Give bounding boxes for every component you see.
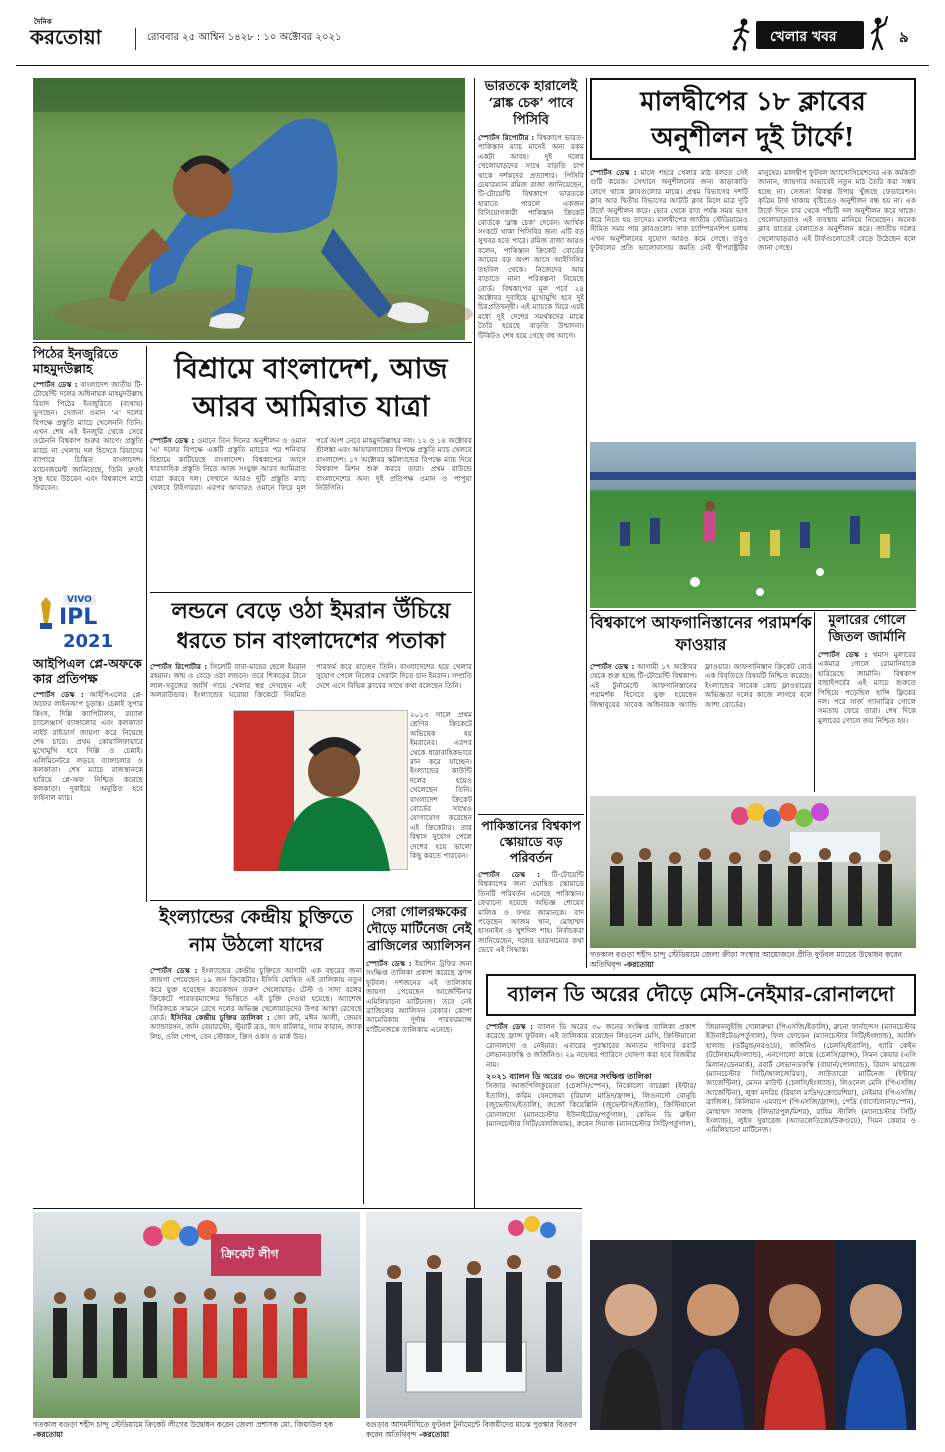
maldives-training-photo xyxy=(590,442,916,608)
germany-headline: মুলারের গোলে জিতল জার্মানি xyxy=(828,613,906,645)
ballon-list: সিজার আজপিলিকুয়েতা (চেলসি/স্পেন), নিকোলো বারেল্লা (ইন্টার/ইতালি), করিম বেনজেমা (রিয়াল মাদ্রিদ/ফ্রান্স), লিওনার্দো বোনুচি (জুভেন্টাস/ইতালি), জর্জো কিয়েল্লিনি (জুভেন্টাস/ইতালি), ক্রিস্টিয়ানো রোনালদো (ম্যানচেস্টার ইউনাইটেড/পর্তুগাল), কেভিন ডি ব্রুইনা (ম্যানচেস্টার সিটি/বেলজিয়াম), রুবেন দিয়াজ (ম্যানচেস্টার সিটি/পর্তুগাল), জিয়ানলুইজি দোন্নারুম্মা (পিএসজি/ইতালি), ব্রুনো ফার্নান্দেস (ম্যানচেস্টার ইউনাইটেড/পর্তুগাল), ফিল ফোডেন (ম্যানচেস্টার সিটি/ইংল্যান্ড), আর্লিং হালান্ড (ডর্টমুন্ড/নরওয়ে), জর্জিনিও (চেলসি/ইতালি), হ্যারি কেইন (টটেনহাম/ইংল্যান্ড), এনগোলো কান্তে (চেলসি/ফ্রান্স), সিমন কেয়ার (এসি মিলান/ডেনমার্ক), রবার্ট লেভানডফস্কি (বায়ার্ন/পোল্যান্ড), রিয়াদ মাহরেজ (ম্যানচেস্টার সিটি/আলজেরিয়া), লাউতারো মার্টিনেজ (ইন্টার/আর্জেন্টিনা), মেসন মাউন্ট (চেলসি/ইংল্যান্ড), লিওনেল মেসি (পিএসজি/আর্জেন্টিনা), লুকা মদরিচ (রিয়াল মাদ্রিদ/ক্রোয়েশিয়া), নেইমার (পিএসজি/ব্রাজিল), কিলিয়ান এমবাপে (পিএসজি/ফ্রান্স), পেদ্রি (বার্সেলোনা/স্পেন), মোহাম্মদ সালাহ (লিভারপুল/মিশর), রাহিম স্টার্লিং (ম্যানচেস্টার সিটি/ইংল্যান্ড), লুইস সুয়ারেজ (অ্যাতলেতিকো/উরুগুয়ে), সিমন কেয়ার ও এমিলিয়ানো মার্টিনেজ। xyxy=(486,1022,916,1135)
ipl-body: আইপিএলের প্লে-অফের লাইনআপ চূড়ান্ত। চেন্নাই সুপার কিংস, দিল্লি ক্যাপিটালস, রয়্যাল চ্যালেঞ্জার্স ব্যাঙ্গালোর এবং কলকাতা নাইট রাইডার্স জায়গা করে নিয়েছে শেষ চারে। প্রথম কোয়ালিফায়ারে মুখোমুখি হবে দিল্লি ও চেন্নাই। এলিমিনেটরে লড়বে ব্যাঙ্গালোর ও কলকাতা। শেষ ম্যাচে রাজস্থানকে হারিয়ে প্লে-অফ নিশ্চিত করেছে কলকাতা। দুবাইয়ে অনুষ্ঠিত হবে ফাইনাল ম্যাচ। xyxy=(33,690,143,803)
india-story xyxy=(478,78,584,898)
pakistan-body: টি-টোয়েন্টি বিশ্বকাপের জন্য ঘোষিত স্কোয়াডে তিনটি পরিবর্তন এনেছে পাকিস্তান। ফেরানো হয়েছে অভিজ্ঞ শোয়েব মালিক ও ফখর জামানকে। বাদ পড়েছেন আজম খান, মোহাম্মদ হাসনাইন ও খুশদিল শাহ। নির্বাচকরা জানিয়েছেন, দলের ভারসাম্যের কথা ভেবে এই সিদ্ধান্ত। xyxy=(478,870,584,955)
england-body: ইংল্যান্ডের কেন্দ্রীয় চুক্তিতে আগামী এক বছরের জন্য জায়গা পেয়েছেন ১৯ জন ক্রিকেটার। ইসিবি ঘোষিত এই তালিকায় নতুন করে যুক্ত হয়েছেন কয়েকজন তরুণ খেলোয়াড়। টেস্ট ও সাদা বলের ক্রিকেটে পারফরম্যান্সের ভিত্তিতে এই চুক্তি দেওয়া হয়েছে। অ্যাশেজ সিরিজকে সামনে রেখে দলের অভিজ্ঞ খেলোয়াড়দের উপর আস্থা রেখেছে বোর্ড। xyxy=(150,966,362,1023)
ipl-brand: VIVO xyxy=(63,595,96,605)
england-story xyxy=(150,904,362,1208)
ipl-year: 2021 xyxy=(63,631,114,652)
divider-bottom-row xyxy=(33,1208,582,1209)
goalkeeper-body: ইয়াশিন ট্রফির জন্য সংক্ষিপ্ত তালিকা প্রকাশ করেছে ফ্রান্স ফুটবল। দশজনের এই তালিকায় জায়গা পেয়েছেন আর্জেন্টিনার এমিলিয়ানো মার্টিনেজ। তবে নেই ব্রাজিলের অ্যালিসন বেকার। কোপা আমেরিকায় দুর্দান্ত পারফরম্যান্স মার্টিনেজকে তালিকায় এনেছে। xyxy=(366,959,472,1034)
divider-rest-imran xyxy=(150,592,472,593)
divider-col-2 xyxy=(474,78,475,1208)
india-body-2: রমিজ রাজা আরও বলেন, পাকিস্তান ক্রিকেট বোর্ডের আয়ের বড় অংশ আসে আইসিসির তহবিল থেকে। নিজেদের আয় বাড়াতে নানা পরিকল্পনা নিয়েছে বোর্ড। বিশ্বকাপের মূল পর্বে ২৪ অক্টোবর দুবাইয়ে মুখোমুখি হবে দুই চিরপ্রতিদ্বন্দ্বী। এই ম্যাচকে ঘিরে এরই মধ্যে দুই দেশের সমর্থকদের মাঝে তৈরি হয়েছে বাড়তি উন্মাদনা। টিকিটও শেষ হয়ে গেছে বহু আগে। xyxy=(478,236,584,340)
afghan-body: আগামী ১৭ অক্টোবর থেকে শুরু হচ্ছে টি-টোয়েন্টি বিশ্বকাপ। এই টুর্নামেন্টে আফগানিস্তানের পরামর্শক হিসেবে যুক্ত হয়েছেন জিম্বাবুয়ের সাবেক অধিনায়ক অ্যান্ডি ফ্লাওয়ার। আফগানিস্তান ক্রিকেট বোর্ড এক বিবৃতিতে বিষয়টি নিশ্চিত করেছে। ইংল্যান্ডের সাবেক কোচ ফ্লাওয়ারের অভিজ্ঞতা দলের কাজে লাগবে বলে আশা বোর্ডের। xyxy=(590,662,812,709)
afghan-story xyxy=(590,612,812,792)
rest-story xyxy=(150,346,472,590)
rest-headline: বিশ্রামে বাংলাদেশ, আজ আরব আমিরাত যাত্রা xyxy=(174,352,448,423)
afghan-headline: বিশ্বকাপে আফগানিস্তানের পরামর্শক ফাওয়ার xyxy=(590,613,812,654)
imran-text-2 xyxy=(410,710,472,900)
ballon-body: ব্যালন ডি অরের ৩০ জনের সংক্ষিপ্ত তালিকা প্রকাশ করেছে ফ্রান্স ফুটবল। এই তালিকায় রয়েছেন লিওনেল মেসি, ক্রিস্টিয়ানো রোনালদো ও নেইমার। এবারের পুরস্কারের অন্যতম দাবিদার রবার্ট লেভানডফস্কি ও জর্জিনিও। ২৯ নভেম্বর প্যারিসে ঘোষণা করা হবে বিজয়ীর নাম। xyxy=(486,1022,696,1069)
cricket-league-caption xyxy=(33,1420,360,1444)
germany-text xyxy=(818,650,916,725)
cricket-league-caption-text: গতকাল বগুড়া শহীদ চান্দু স্টেডিয়ামে ক্রিকেট লীগের উদ্বোধন করেন জেলা প্রশাসক মো. জিয়াউল হক xyxy=(33,1420,334,1429)
maldives-headline-box xyxy=(590,78,916,160)
ballon-headline: ব্যালন ডি অরের দৌড়ে মেসি-নেইমার-রোনালদো xyxy=(507,982,895,1006)
divider-top-photo xyxy=(33,342,472,343)
imran-body-2: ২০১৩ সালে প্রথম শ্রেণির ক্রিকেটে অভিষেক হয় ইমরানের। এরপর থেকে ধারাবাহিকভাবে রান করে যাচ্ছেন। ইংল্যান্ডের কাউন্টি দলের হয়েও খেলেছেন তিনি। বাংলাদেশ ক্রিকেট বোর্ডের সাথেও যোগাযোগ করেছেন এই ক্রিকেটার। তার বিশ্বাস সুযোগ পেলে দেশের হয়ে ভালো কিছু করতে পারবেন। xyxy=(410,710,472,861)
ballon-headline-box xyxy=(486,974,916,1016)
award-photo xyxy=(366,1212,582,1418)
divider-england-gk xyxy=(363,904,364,1204)
imran-body: সিলেটি বাবা-মায়ের ছেলে ইমরান রহমান। জন্ম ও বেড়ে ওঠা লন্ডনে। তবে শিকড়ের টানে লাল-সবুজের জার্সি গায়ে খেলার স্বপ্ন দেখছেন এই অলরাউন্ডার। ইংল্যান্ডের ঘরোয়া ক্রিকেটে নিয়মিত পারফর্ম করে যাচ্ছেন তিনি। বাংলাদেশের হয়ে খেলার সুযোগ পেলে নিজের সেরাটা দিতে চান ইমরান। সম্প্রতি দেশে এসে বিভিন্ন ক্লাবের সাথে কথা বলেছেন তিনি। xyxy=(150,662,472,700)
england-headline: ইংল্যান্ডের কেন্দ্রীয় চুক্তিতে নাম উঠলো যাদের xyxy=(159,907,353,956)
england-byline: স্পোর্টস ডেস্ক : xyxy=(150,966,198,975)
maldives-story xyxy=(590,168,916,438)
germany-byline: স্পোর্টস ডেস্ক : xyxy=(818,650,868,659)
ballon-sub: ২০২১ ব্যালন ডি অরের ৩০ জনের সংক্ষিপ্ত তালিকা xyxy=(486,1072,652,1082)
ipl-text xyxy=(33,690,143,803)
ballon-players-photo xyxy=(590,1240,916,1430)
mahmudullah-body: বাংলাদেশ জাতীয় টি-টোয়েন্টি দলের অধিনায়ক মাহমুদউল্লাহ রিয়াদ পিঠের ইনজুরিতে (ব্যথায়) ভুগছেন। সেজন্য ওমান 'এ' দলের বিপক্ষে প্রস্তুতি ম্যাচে খেলেননি তিনি। এখন শেষ এই ইনজুরি থেকে সেরে ওঠেননি বিশ্বকাপ শুরুর আগে। প্রস্তুতি ম্যাচে না খেলায় দল হিসেবে রিয়াদের ব্যাপারে চিন্তিত বাংলাদেশ। ম্যানেজমেন্ট জানিয়েছে, তিনি দ্রুতই সুস্থ হয়ে উঠবেন এবং বিশ্বকাপে মাঠে ফিরবেন। xyxy=(33,380,144,493)
trophy-icon xyxy=(37,595,55,631)
ipl-logo xyxy=(33,593,143,653)
ballon-story xyxy=(486,1022,916,1234)
football-ceremony-caption-text: গতকাল বগুড়া শহীদ চান্দু স্টেডিয়ামে জেলা ক্রীড়া সংস্থার আয়োজনে প্রীতি ফুটবল ম্যাচের উদ্বোধন করেন অতিথিবৃন্দ xyxy=(590,950,902,969)
pakistan-text xyxy=(478,870,584,955)
rest-body: ওমানে তিন দিনের অনুশীলন ও ওমান 'এ' দলের বিপক্ষে একটি প্রস্তুতি ম্যাচের পর শনিবার বিশ্রামে কাটিয়েছে বাংলাদেশ। বিশ্বকাপের আগে ধারাবাহিক প্রস্তুতি নিতে আজ সংযুক্ত আরব আমিরাত যাত্রা করবে দল। সেখানে আরও দুটি প্রস্তুতি ম্যাচ খেলবে টাইগাররা। এরপর আবারও ওমানে ফিরে মূল পর্বে অংশ নেবে মাহমুদউল্লাহর দল। ১২ ও ১৪ অক্টোবর শ্রীলঙ্কা এবং আয়ারল্যান্ডের বিপক্ষে প্রস্তুতি ম্যাচ খেলবে বাংলাদেশ। ১৭ অক্টোবর স্কটল্যান্ডের বিপক্ষে ম্যাচ দিয়ে বিশ্বকাপ মিশন শুরু করবে তারা। প্রথম রাউন্ডে বাংলাদেশের অন্য দুই প্রতিপক্ষ ওমান ও পাপুয়া নিউগিনি। xyxy=(150,436,472,493)
masthead xyxy=(16,12,929,66)
football-ceremony-credit: -করতোয়া xyxy=(623,959,654,969)
afghan-byline: স্পোর্টস ডেস্ক : xyxy=(590,662,635,671)
rest-byline: স্পোর্টস ডেস্ক : xyxy=(150,436,195,445)
imran-photo xyxy=(233,710,408,870)
football-player-icon xyxy=(732,17,752,51)
divider-imran-england xyxy=(150,900,472,901)
divider-maldives-afghan xyxy=(590,610,916,611)
divider-col-3 xyxy=(586,78,587,968)
newspaper-logo: করতোয়া xyxy=(30,25,102,49)
goalkeeper-story xyxy=(366,904,472,1208)
imran-byline: স্পোর্টস রিপোর্টার : xyxy=(150,662,208,671)
pakistan-story xyxy=(478,818,584,955)
cricket-banner-text: ক্রিকেট লীগ xyxy=(221,1247,279,1261)
ballon-text xyxy=(486,1022,916,1135)
award-caption xyxy=(366,1420,582,1444)
ipl-story xyxy=(33,656,143,918)
cricketer-photo xyxy=(33,78,465,340)
india-headline: ভারতকে হারালেই ‘ব্লাঙ্ক চেক’ পাবে পিসিবি xyxy=(484,79,578,128)
ipl-name: IPL xyxy=(59,605,98,630)
mahmudullah-headline: পিঠের ইনজুরিতে মাহমুদউল্লাহ xyxy=(33,346,118,376)
ballon-byline: স্পোর্টস ডেস্ক : xyxy=(486,1022,533,1031)
masthead-divider xyxy=(135,28,136,50)
divider-afghan-germany xyxy=(814,612,815,792)
pakistan-headline: পাকিস্তানের বিশ্বকাপ স্কোয়াডে বড় পরিবর্তন xyxy=(481,818,581,865)
masthead-small: দৈনিক xyxy=(34,18,52,26)
imran-text xyxy=(150,662,472,700)
england-list: জো রুট, মঈন আলী, জেমস অ্যান্ডারসন, জনি বেয়ারস্টো, স্টুয়ার্ট ব্রড, জস বাটলার, স্যাম কারান, জ্যাক লিচ, ওলি পোপ, বেন স্টোকস, ক্রিস ওকস ও মার্ক উড। xyxy=(150,1013,362,1041)
football-ceremony-caption xyxy=(590,950,916,972)
page-number: ৯ xyxy=(899,28,909,46)
cricket-player-icon xyxy=(868,16,888,52)
india-byline: স্পোর্টস রিপোর্টার : xyxy=(478,133,535,142)
england-text xyxy=(150,966,362,1041)
maldives-text xyxy=(590,168,916,253)
germany-story xyxy=(818,612,916,792)
pakistan-byline: স্পোর্টস ডেস্ক : xyxy=(478,870,540,879)
imran-headline: লন্ডনে বেড়ে ওঠা ইমরান উঁচিয়ে ধরতে চান বাংলাদেশের পতাকা xyxy=(171,598,451,654)
india-text xyxy=(478,133,584,340)
mahmudullah-story xyxy=(33,346,143,586)
maldives-body-2: মালদ্বীপ ফুটবল অ্যাসোসিয়েশনের এক কর্মকর্তা জানান, জায়গার অভাবেই নতুন মাঠ তৈরি করা সম্ভব হচ্ছে না। সেজন্য বিকল্প উপায় খুঁজছে ফেডারেশন। কৃত্রিম টার্ফ থাকায় বৃষ্টিতেও অনুশীলন বন্ধ হয় না। এক টার্ফে দিনে চার থেকে পাঁচটি দল অনুশীলন করে থাকে। খেলোয়াড়রাও এই ব্যবস্থায় মানিয়ে নিয়েছেন। অনেক ক্লাব রাতের বেলাতেও অনুশীলন করে। জাতীয় দলের খেলোয়াড়রাও এই টার্ফগুলোতেই বেড়ে উঠেছেন বলে জানা গেছে। xyxy=(758,168,916,253)
award-caption-text: বগুড়ার আদমদীঘিতে ফুটবল টুর্নামেন্টে বিজয়ীদের মাঝে পুরস্কার বিতরণ করেন অতিথিবৃন্দ xyxy=(366,1420,577,1439)
afghan-text xyxy=(590,662,812,709)
issue-date: রোববার ২৫ আশ্বিন ১৪২৮ : ১০ অক্টোবর ২০২১ xyxy=(147,32,342,43)
cricket-league-credit: -করতোয়া xyxy=(33,1429,63,1439)
mahmudullah-text xyxy=(33,380,143,493)
goalkeeper-byline: স্পোর্টস ডেস্ক : xyxy=(366,959,412,968)
maldives-body: মালে শহরে খেলার মাঠ বলতে সেই গুটি কয়েক। সেখানে অনুশীলনের জন্য কাড়াকাড়ি লেগে থাকে ক্লাবগুলোর মাঝে। প্রথম বিভাগের দশটি ক্লাব আর দ্বিতীয় বিভাগের আটটি ক্লাব মিলে মাত্র দুটি টার্ফে অনুশীলন করে। ভোর থেকে রাত পর্যন্ত সময় ভাগ করে নিতে হয় তাদের। মালদ্বীপের জাতীয় স্টেডিয়ামেও সীমিত সময় পায় ক্লাবগুলো। সাফ চ্যাম্পিয়নশিপ চলায় এখন অনুশীলনের সুযোগ আরও কমে গেছে। তবুও ফুটবলের প্রতি ভালোবাসায় কমতি নেই দ্বীপরাষ্ট্রটির মানুষের। xyxy=(590,168,782,253)
divider-india-pakistan xyxy=(478,814,584,815)
ipl-byline: স্পোর্টস ডেস্ক : xyxy=(33,690,84,699)
football-ceremony-photo xyxy=(590,796,916,948)
india-body: বিশ্বকাপে ভারত-পাকিস্তান ম্যাচ মানেই অন্য রকম একটা আবহ। দুই দলের খেলোয়াড়দের সাথে বাড়তি চাপ থাকে দর্শকদের প্রত্যাশার। পিসিবি চেয়ারম্যান রমিজ রাজা জানিয়েছেন, টি-টোয়েন্টি বিশ্বকাপে ভারতকে হারাতে পারলে একজন বিনিয়োগকারী পাকিস্তান ক্রিকেট বোর্ডকে ‘ব্লাঙ্ক চেক’ দেবেন। আর্থিক সংকটে থাকা পিসিবির জন্য এটি বড় সুখবর হতে পারে। xyxy=(478,133,584,246)
mahmudullah-byline: স্পোর্টস ডেস্ক : xyxy=(33,380,78,389)
maldives-headline: মালদ্বীপের ১৮ ক্লাবের অনুশীলন দুই টার্ফে! xyxy=(640,87,866,153)
cricket-league-photo xyxy=(33,1212,360,1418)
germany-body: থমাস মুলারের একমাত্র গোলে রোমানিয়াকে হারিয়েছে জার্মানি। বিশ্বকাপ বাছাইপর্বের এই ম্যাচে শুরুতে পিছিয়ে পড়েছিল হান্সি ফ্লিকের দল। পরে সার্জ গ্যানাব্রির গোলে সমতায় ফেরে তারা। শেষ দিকে মুলারের গোলে জয় নিশ্চিত হয়। xyxy=(818,650,916,725)
goalkeeper-text xyxy=(366,959,472,1034)
award-credit: -করতোয়া xyxy=(419,1429,450,1439)
england-list-label: ইসিবির কেন্দ্রীয় চুক্তির তালিকা : xyxy=(170,1013,270,1023)
ipl-headline: আইপিএল প্লে-অফকে কার প্রতিপক্ষ xyxy=(33,656,142,686)
maldives-byline: স্পোর্টস ডেস্ক : xyxy=(590,168,637,177)
rest-text xyxy=(150,436,472,492)
divider-left-col xyxy=(146,346,147,902)
section-title: খেলার খবর xyxy=(770,29,837,45)
goalkeeper-headline: সেরা গোলরক্ষকের দৌড়ে মার্টিনেজ নেই ব্রাজিলের অ্যালিসন xyxy=(366,905,472,954)
